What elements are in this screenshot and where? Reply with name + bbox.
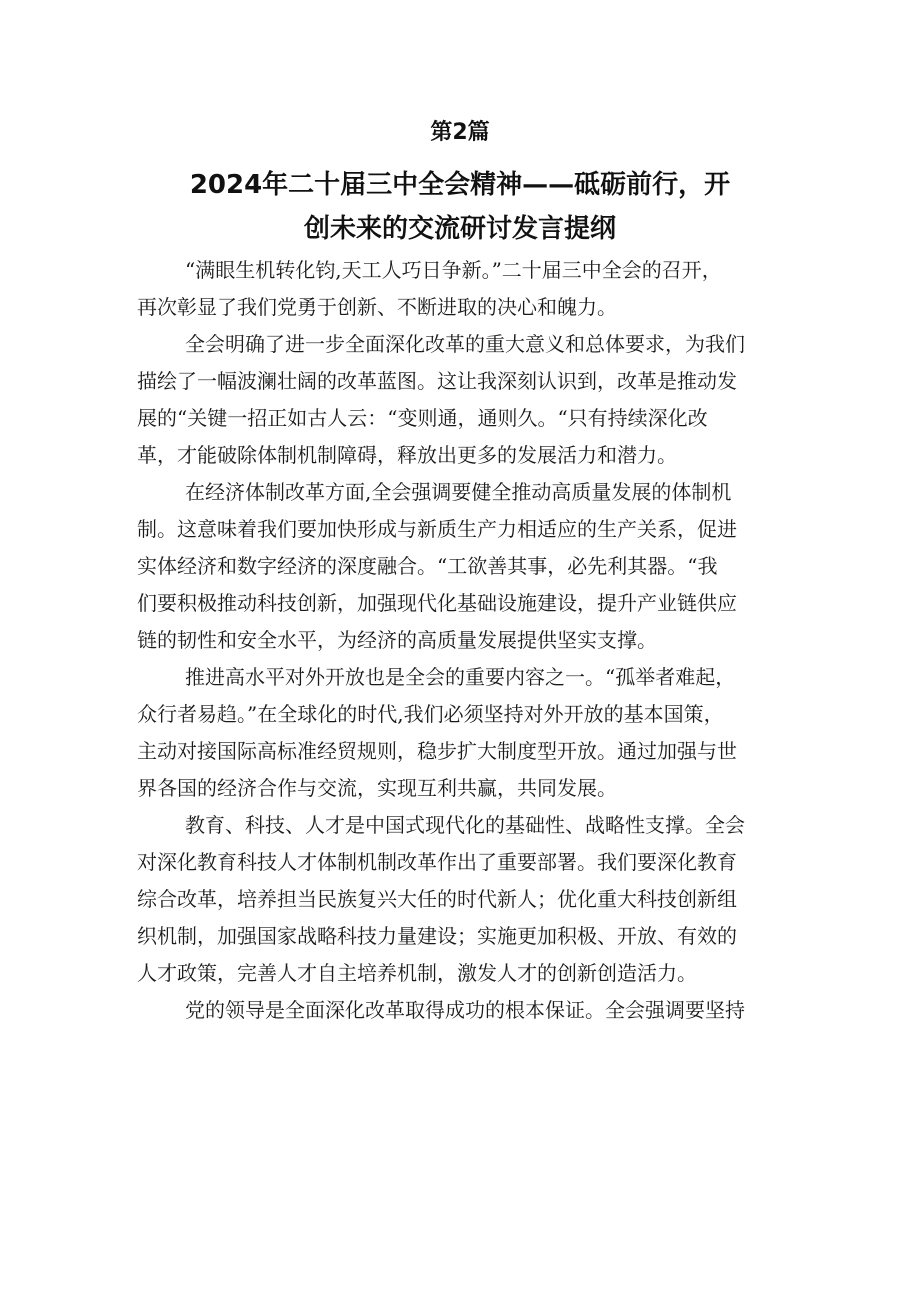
paragraph-line: “满眼生机转化钧,天工人巧日争新。”二十届三中全会的召开， [185, 258, 722, 282]
document-body [137, 252, 785, 1029]
paragraph-line: 织机制，加强国家战略科技力量建设；实施更加积极、开放、有效的 [137, 924, 737, 948]
paragraph-line: 革，才能破除体制机制障碍，释放出更多的发展活力和潜力。 [137, 443, 677, 467]
paragraph-line: 链的韧性和安全水平，为经济的高质量发展提供坚实支撑。 [137, 628, 657, 652]
paragraph-5 [137, 807, 785, 992]
chapter-heading: 第2篇 [430, 120, 490, 145]
paragraph-line: 描绘了一幅波澜壮阔的改革蓝图。这让我深刻认识到，改革是推动发 [137, 369, 737, 393]
paragraph-3 [137, 474, 785, 659]
paragraph-line: 众行者易趋。”在全球化的时代,我们必须坚持对外开放的基本国策， [137, 702, 724, 726]
paragraph-line: 对深化教育科技人才体制机制改革作出了重要部署。我们要深化教育 [137, 850, 737, 874]
paragraph-line: 界各国的经济合作与交流，实现互利共赢，共同发展。 [137, 776, 617, 800]
paragraph-line: 全会明确了进一步全面深化改革的重大意义和总体要求，为我们 [185, 332, 745, 356]
paragraph-line: 推进高水平对外开放也是全会的重要内容之一。“孤举者难起， [185, 665, 736, 689]
paragraph-line: 在经济体制改革方面,全会强调要健全推动高质量发展的体制机 [185, 480, 732, 504]
paragraph-line: 教育、科技、人才是中国式现代化的基础性、战略性支撑。全会 [185, 813, 745, 837]
paragraph-line: 综合改革，培养担当民族复兴大任的时代新人；优化重大科技创新组 [137, 887, 737, 911]
title-line: 创未来的交流研讨发言提纲 [303, 214, 616, 244]
paragraph-line: 人才政策，完善人才自主培养机制，激发人才的创新创造活力。 [137, 961, 697, 985]
document-title [160, 163, 760, 251]
paragraph-line: 再次彰显了我们党勇于创新、不断进取的决心和魄力。 [137, 295, 617, 319]
paragraph-line: 展的“关键一招正如古人云：“变则通，通则久。“只有持续深化改 [137, 406, 708, 430]
paragraph-line: 主动对接国际高标准经贸规则，稳步扩大制度型开放。通过加强与世 [137, 739, 737, 763]
paragraph-line: 党的领导是全面深化改革取得成功的根本保证。全会强调要坚持 [185, 998, 745, 1022]
paragraph-line: 制。这意味着我们要加快形成与新质生产力相适应的生产关系，促进 [137, 517, 737, 541]
paragraph-2 [137, 326, 785, 474]
paragraph-4 [137, 659, 785, 807]
paragraph-line: 们要积极推动科技创新，加强现代化基础设施建设，提升产业链供应 [137, 591, 737, 615]
paragraph-1 [137, 252, 785, 326]
paragraph-line: 实体经济和数字经济的深度融合。“工欲善其事，必先利其器。“我 [137, 554, 718, 578]
paragraph-6 [137, 992, 785, 1029]
title-line: 2024年二十届三中全会精神——砥砺前行，开 [189, 170, 731, 200]
